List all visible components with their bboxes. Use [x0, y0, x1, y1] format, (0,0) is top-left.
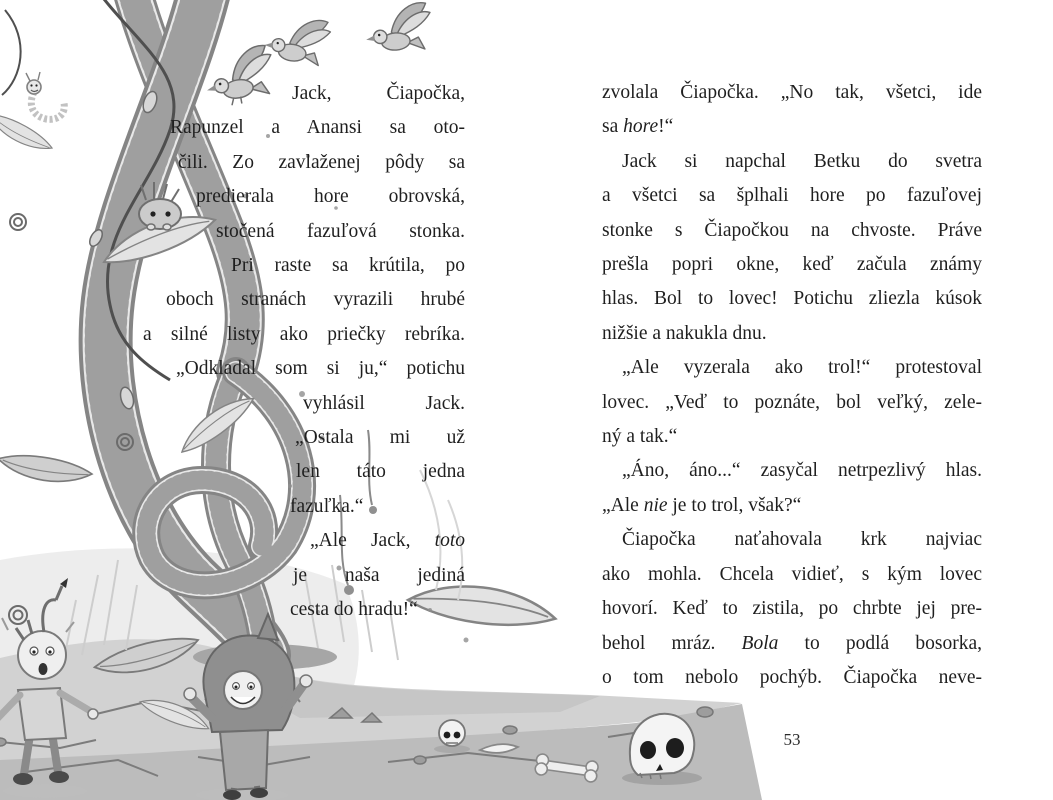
text-line: zvolala Čiapočka. „No tak, všetci, ide: [602, 82, 982, 103]
leaf: [0, 105, 54, 161]
text-line: „Ale vyzerala ako trol!“ protestoval: [622, 357, 982, 379]
text-line: oboch stranách vyrazili hrubé: [166, 289, 465, 311]
text-line: Pri raste sa krútila, po: [231, 255, 465, 277]
text-line: Rapunzel a Anansi sa oto-: [170, 117, 465, 139]
text-line: a silné listy ako priečky rebríka.: [143, 323, 465, 345]
text-line: Čiapočka naťahovala krk najviac: [622, 529, 982, 551]
text-line: je naša jediná: [293, 564, 465, 586]
page-number: 53: [783, 730, 801, 749]
text-line: „Áno, áno...“ zasyčal netrpezlivý hlas.: [622, 460, 982, 482]
text-line: stočená fazuľová stonka.: [216, 220, 465, 242]
text-line: nižšie a nakukla dnu.: [602, 322, 767, 344]
text-line: „Odkladal som si ju,“ potichu: [176, 358, 465, 380]
text-line: fazuľka.“: [290, 495, 364, 517]
text-line: stonke s Čiapočkou na chvoste. Práve: [602, 219, 982, 241]
text-line: cesta do hradu!“: [290, 599, 418, 621]
right-page-text: [602, 76, 982, 695]
text-line: sa hore!“: [602, 116, 674, 138]
text-line: prešla popri okne, keď začula známy: [602, 254, 982, 276]
text-line: behol mráz. Bola to podlá bosorka,: [602, 632, 983, 654]
text-line: Jack, Čiapočka,: [292, 83, 465, 104]
bird-icon: [364, 2, 433, 53]
leaf: [0, 444, 93, 493]
left-page-text: [140, 77, 465, 628]
text-line: čili. Zo zavlaženej pôdy sa: [178, 151, 465, 173]
bird-icon: [263, 13, 332, 66]
text-line: vyhlásil Jack.: [303, 392, 465, 414]
text-line: predierala hore obrovská,: [196, 186, 465, 208]
text-line: a všetci sa šplhali hore po fazuľovej: [602, 185, 982, 207]
text-line: „Ale Jack, toto: [310, 530, 465, 552]
text-line: hovorí. Keď to zistila, po chrbte jej pre-: [602, 598, 982, 620]
text-line: Jack si napchal Betku do svetra: [622, 150, 982, 172]
text-line: „Ale nie je to trol, však?“: [602, 494, 802, 516]
text-line: ako mohla. Chcela vidieť, s kým lovec: [602, 563, 982, 585]
text-line: lovec. „Veď to poznáte, bol veľký, zele-: [602, 391, 982, 413]
text-line: o tom nebolo pochýb. Čiapočka neve-: [602, 666, 982, 688]
text-line: ný a tak.“: [602, 426, 678, 448]
text-line: hlas. Bol to lovec! Potichu zliezla kúsok: [602, 288, 982, 310]
caterpillar: [26, 72, 64, 119]
text-line: „Ostala mi už: [295, 427, 465, 449]
text-line: len táto jedna: [296, 461, 465, 483]
